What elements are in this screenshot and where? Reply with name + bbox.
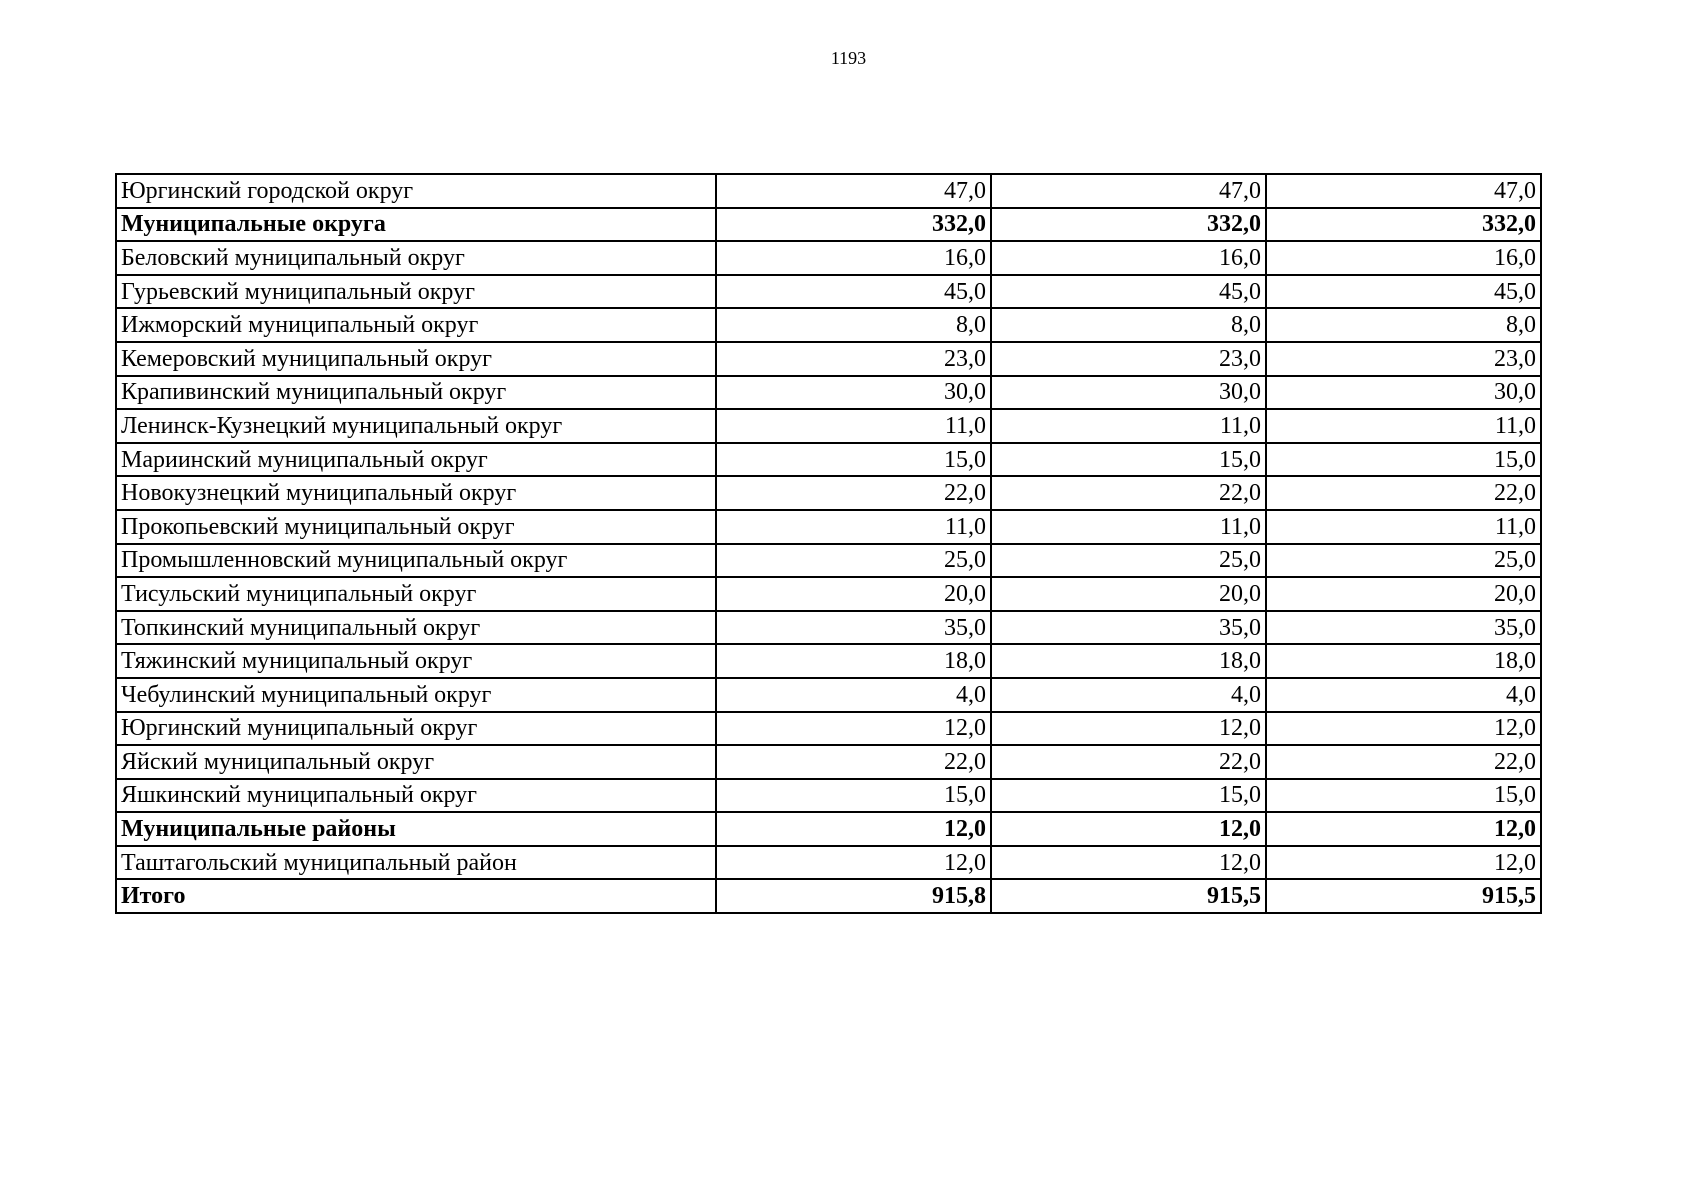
table-row [116, 812, 1541, 846]
table-row [116, 241, 1541, 275]
value-cell-col1: 47,0 [716, 174, 991, 208]
value-cell-col2: 18,0 [991, 644, 1266, 678]
value-cell-col2: 12,0 [991, 812, 1266, 846]
page-number: 1193 [830, 48, 867, 68]
table-row [116, 846, 1541, 880]
value-cell-col3: 16,0 [1266, 241, 1541, 275]
row-name-cell: Промышленновский муниципальный округ [116, 544, 716, 578]
row-name-cell: Чебулинский муниципальный округ [116, 678, 716, 712]
table-row [116, 342, 1541, 376]
value-cell-col2: 35,0 [991, 611, 1266, 645]
row-name-cell: Муниципальные районы [116, 812, 716, 846]
row-name-cell: Кемеровский муниципальный округ [116, 342, 716, 376]
value-cell-col3: 18,0 [1266, 644, 1541, 678]
value-cell-col2: 45,0 [991, 275, 1266, 309]
value-cell-col1: 11,0 [716, 409, 991, 443]
row-name-cell: Таштагольский муниципальный район [116, 846, 716, 880]
row-name-cell: Топкинский муниципальный округ [116, 611, 716, 645]
value-cell-col1: 11,0 [716, 510, 991, 544]
value-cell-col2: 12,0 [991, 846, 1266, 880]
value-cell-col3: 11,0 [1266, 409, 1541, 443]
value-cell-col3: 20,0 [1266, 577, 1541, 611]
table-row [116, 275, 1541, 309]
value-cell-col3: 12,0 [1266, 712, 1541, 746]
value-cell-col3: 4,0 [1266, 678, 1541, 712]
row-name-cell: Юргинский городской округ [116, 174, 716, 208]
value-cell-col1: 12,0 [716, 712, 991, 746]
table-row [116, 712, 1541, 746]
value-cell-col3: 915,5 [1266, 879, 1541, 913]
value-cell-col2: 22,0 [991, 745, 1266, 779]
table-row [116, 544, 1541, 578]
value-cell-col2: 11,0 [991, 409, 1266, 443]
value-cell-col2: 15,0 [991, 443, 1266, 477]
value-cell-col3: 15,0 [1266, 443, 1541, 477]
value-cell-col3: 15,0 [1266, 779, 1541, 813]
value-cell-col3: 25,0 [1266, 544, 1541, 578]
table-row [116, 208, 1541, 242]
value-cell-col3: 22,0 [1266, 745, 1541, 779]
value-cell-col3: 8,0 [1266, 308, 1541, 342]
data-table [115, 173, 1542, 914]
value-cell-col2: 25,0 [991, 544, 1266, 578]
value-cell-col3: 47,0 [1266, 174, 1541, 208]
table-row [116, 745, 1541, 779]
value-cell-col1: 22,0 [716, 745, 991, 779]
row-name-cell: Тисульский муниципальный округ [116, 577, 716, 611]
table-row [116, 577, 1541, 611]
table-row [116, 510, 1541, 544]
value-cell-col2: 12,0 [991, 712, 1266, 746]
table-body [116, 174, 1541, 913]
value-cell-col3: 30,0 [1266, 376, 1541, 410]
value-cell-col1: 8,0 [716, 308, 991, 342]
value-cell-col1: 12,0 [716, 846, 991, 880]
value-cell-col3: 23,0 [1266, 342, 1541, 376]
table-row [116, 644, 1541, 678]
value-cell-col2: 915,5 [991, 879, 1266, 913]
table-row [116, 779, 1541, 813]
value-cell-col1: 20,0 [716, 577, 991, 611]
table-row [116, 174, 1541, 208]
value-cell-col1: 12,0 [716, 812, 991, 846]
value-cell-col2: 8,0 [991, 308, 1266, 342]
value-cell-col3: 12,0 [1266, 846, 1541, 880]
value-cell-col1: 4,0 [716, 678, 991, 712]
row-name-cell: Тяжинский муниципальный округ [116, 644, 716, 678]
table-row [116, 879, 1541, 913]
value-cell-col1: 25,0 [716, 544, 991, 578]
row-name-cell: Новокузнецкий муниципальный округ [116, 476, 716, 510]
value-cell-col2: 22,0 [991, 476, 1266, 510]
row-name-cell: Беловский муниципальный округ [116, 241, 716, 275]
row-name-cell: Крапивинский муниципальный округ [116, 376, 716, 410]
value-cell-col1: 18,0 [716, 644, 991, 678]
value-cell-col1: 332,0 [716, 208, 991, 242]
value-cell-col3: 45,0 [1266, 275, 1541, 309]
value-cell-col2: 20,0 [991, 577, 1266, 611]
row-name-cell: Гурьевский муниципальный округ [116, 275, 716, 309]
value-cell-col2: 11,0 [991, 510, 1266, 544]
row-name-cell: Яйский муниципальный округ [116, 745, 716, 779]
value-cell-col3: 22,0 [1266, 476, 1541, 510]
value-cell-col2: 23,0 [991, 342, 1266, 376]
row-name-cell: Итого [116, 879, 716, 913]
value-cell-col2: 16,0 [991, 241, 1266, 275]
value-cell-col1: 15,0 [716, 779, 991, 813]
row-name-cell: Мариинский муниципальный округ [116, 443, 716, 477]
value-cell-col1: 16,0 [716, 241, 991, 275]
table-row [116, 308, 1541, 342]
row-name-cell: Прокопьевский муниципальный округ [116, 510, 716, 544]
row-name-cell: Юргинский муниципальный округ [116, 712, 716, 746]
value-cell-col1: 15,0 [716, 443, 991, 477]
value-cell-col2: 4,0 [991, 678, 1266, 712]
value-cell-col1: 45,0 [716, 275, 991, 309]
table-row [116, 611, 1541, 645]
value-cell-col1: 30,0 [716, 376, 991, 410]
table-row [116, 376, 1541, 410]
value-cell-col1: 23,0 [716, 342, 991, 376]
value-cell-col2: 47,0 [991, 174, 1266, 208]
row-name-cell: Муниципальные округа [116, 208, 716, 242]
row-name-cell: Ленинск-Кузнецкий муниципальный округ [116, 409, 716, 443]
value-cell-col2: 332,0 [991, 208, 1266, 242]
value-cell-col3: 332,0 [1266, 208, 1541, 242]
value-cell-col2: 30,0 [991, 376, 1266, 410]
value-cell-col3: 12,0 [1266, 812, 1541, 846]
row-name-cell: Яшкинский муниципальный округ [116, 779, 716, 813]
value-cell-col1: 915,8 [716, 879, 991, 913]
value-cell-col3: 11,0 [1266, 510, 1541, 544]
value-cell-col1: 35,0 [716, 611, 991, 645]
value-cell-col2: 15,0 [991, 779, 1266, 813]
table-row [116, 678, 1541, 712]
table-row [116, 409, 1541, 443]
table-row [116, 476, 1541, 510]
value-cell-col3: 35,0 [1266, 611, 1541, 645]
table-row [116, 443, 1541, 477]
value-cell-col1: 22,0 [716, 476, 991, 510]
row-name-cell: Ижморский муниципальный округ [116, 308, 716, 342]
